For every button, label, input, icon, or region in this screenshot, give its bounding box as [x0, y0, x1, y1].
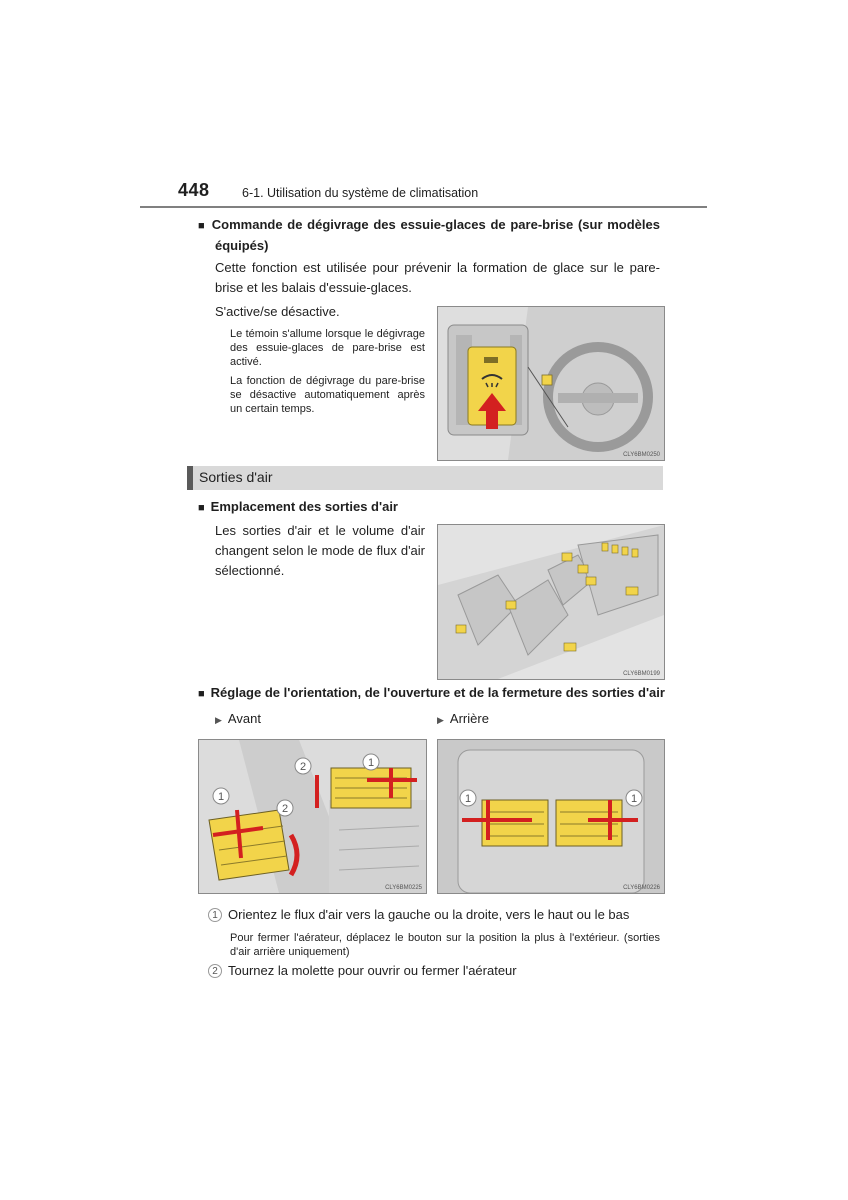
defrost-switch-figure: [437, 306, 665, 461]
triangle-bullet-icon: ▶: [437, 715, 444, 725]
step-1-text: Orientez le flux d'air vers la gauche ou la droite, vers le haut ou le bas: [228, 907, 630, 922]
triangle-bullet-icon: ▶: [215, 715, 222, 725]
callout-1-label: 1: [367, 757, 375, 769]
figure-code: CLY6BM0225: [385, 885, 422, 891]
step-1-number: 1: [208, 908, 222, 922]
step-2: [208, 961, 663, 981]
figure-code: CLY6BM0199: [623, 671, 660, 677]
callout-2-label: 2: [281, 803, 289, 815]
square-bullet-icon: ■: [198, 220, 206, 232]
rear-vent-illustration: [438, 740, 664, 893]
section-title: Sorties d'air: [199, 469, 273, 485]
defrost-note-2: La fonction de dégivrage du pare-brise se désactive automatiquement après un certain temps.: [230, 375, 425, 415]
rear-vent-figure: [437, 739, 665, 894]
callout-1-label: 1: [630, 793, 638, 805]
cabin-illustration: [438, 525, 664, 679]
front-vent-illustration: [199, 740, 426, 893]
callout-1-label: 1: [464, 793, 472, 805]
defrost-description: Cette fonction est utilisée pour prévenir la formation de glace sur le pare-brise et les balais d'essuie-glaces.: [215, 260, 660, 295]
air-outlet-location-figure: [437, 524, 665, 680]
callout-1-label: 1: [217, 791, 225, 803]
front-vent-figure: [198, 739, 427, 894]
step-1: [208, 905, 663, 925]
defrost-note-1: Le témoin s'allume lorsque le dégivrage des essuie-glaces de pare-brise est activé.: [230, 328, 425, 368]
section-header: [187, 466, 663, 490]
callout-2-label: 2: [299, 761, 307, 773]
page-number: 448: [178, 180, 210, 200]
dashboard-illustration: [438, 307, 664, 460]
figure-code: CLY6BM0226: [623, 885, 660, 891]
figure-code: CLY6BM0250: [623, 452, 660, 458]
step-2-text: Tournez la molette pour ouvrir ou fermer l'aérateur: [228, 963, 517, 978]
location-description: Les sorties d'air et le volume d'air changent selon le mode de flux d'air sélectionné.: [215, 523, 425, 578]
header-divider: [140, 206, 707, 208]
defrost-heading: Commande de dégivrage des essuie-glaces de pare-brise (sur modèles équipés): [211, 217, 660, 253]
rear-label-block: [437, 709, 489, 730]
chapter-title: 6-1. Utilisation du système de climatisation: [242, 186, 479, 200]
location-heading-block: [198, 497, 398, 518]
square-bullet-icon: ■: [198, 688, 205, 700]
step-2-number: 2: [208, 964, 222, 978]
front-label: Avant: [227, 711, 261, 726]
rear-label: Arrière: [449, 711, 489, 726]
defrost-toggle-text: S'active/se désactive.: [215, 304, 340, 319]
adjust-heading: Réglage de l'orientation, de l'ouverture et de la fermeture des sorties d'air: [210, 685, 665, 700]
adjust-heading-block: [198, 683, 665, 704]
location-heading: Emplacement des sorties d'air: [210, 499, 398, 514]
defrost-heading-block: [198, 215, 660, 255]
front-label-block: [215, 709, 261, 730]
step-1-note: Pour fermer l'aérateur, déplacez le bouton sur la position la plus à l'extérieur. (sorties d'air arrière uniquement): [230, 932, 660, 958]
square-bullet-icon: ■: [198, 502, 205, 514]
